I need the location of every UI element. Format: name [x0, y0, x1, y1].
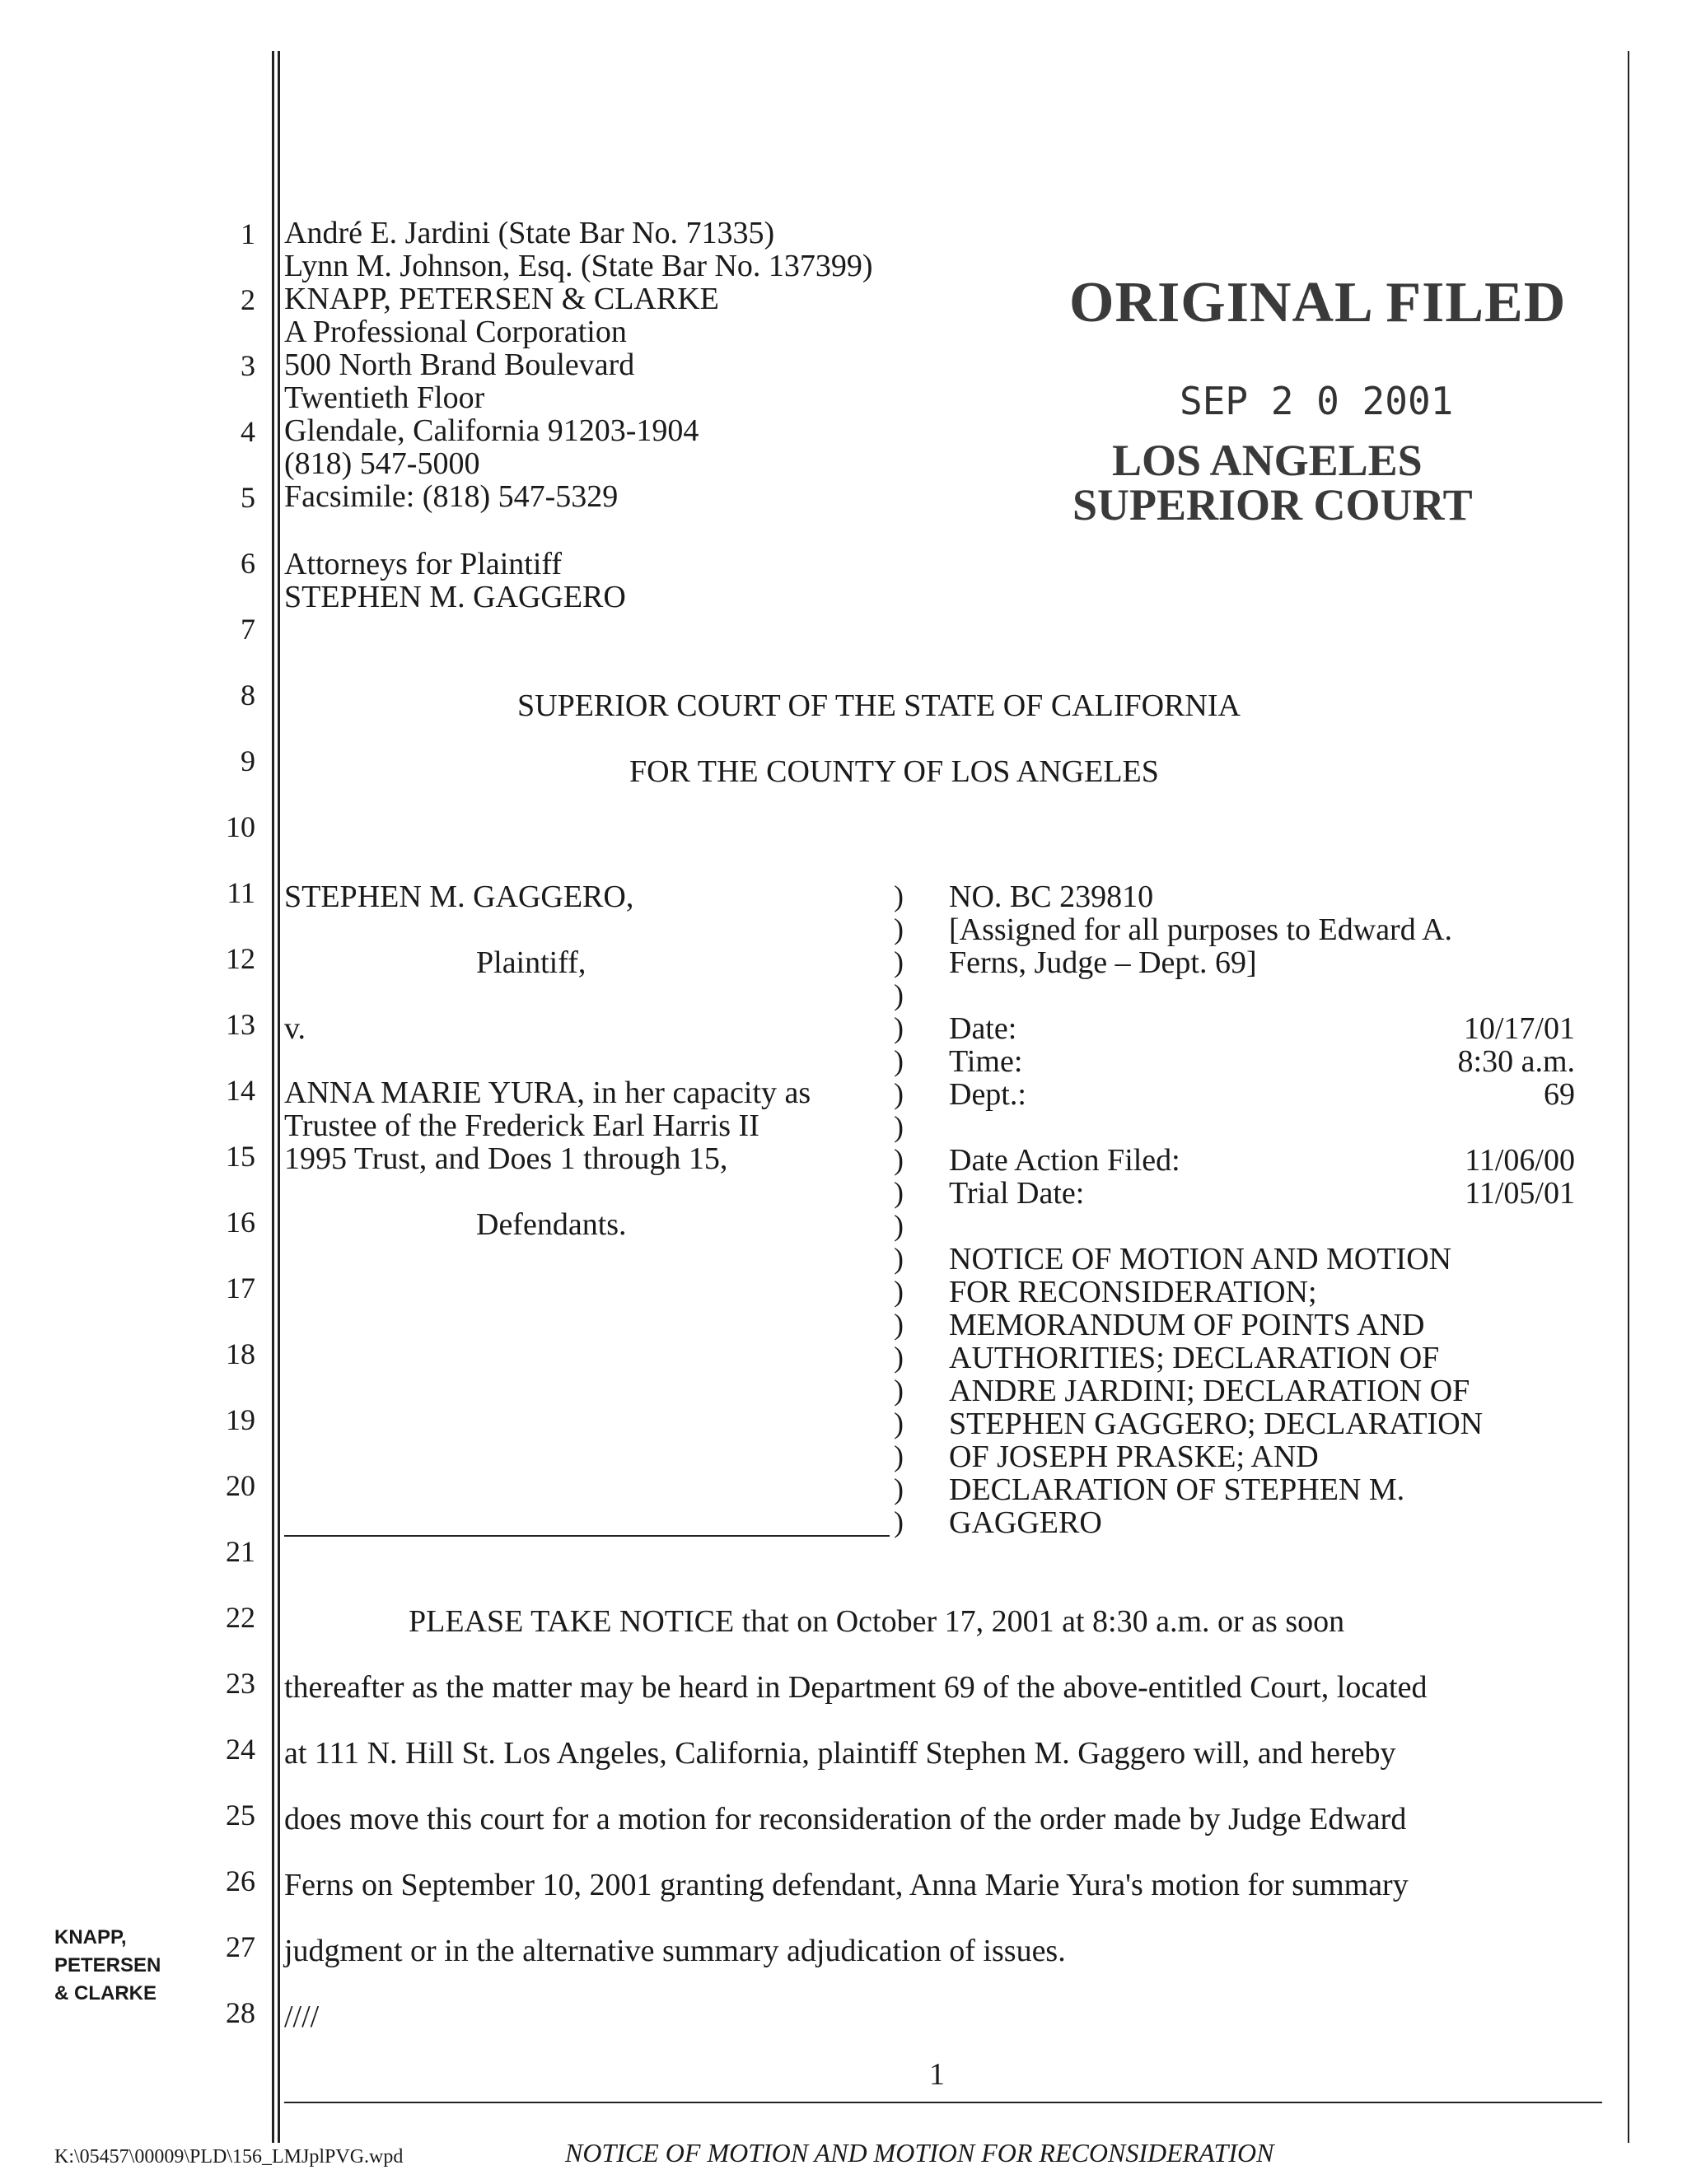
court-name-line1: SUPERIOR COURT OF THE STATE OF CALIFORNIA — [517, 688, 1241, 723]
firm-sidebar-line: PETERSEN — [54, 1954, 161, 1976]
line-number: 14 — [226, 1074, 255, 1107]
header-line: Lynn M. Johnson, Esq. (State Bar No. 137399) — [284, 249, 873, 283]
paren-mark: ) — [894, 880, 904, 912]
line-number: 5 — [241, 481, 255, 514]
hearing-date-value: 10/17/01 — [1463, 1011, 1575, 1046]
line-number: 4 — [241, 415, 255, 448]
paren-mark: ) — [894, 1472, 904, 1505]
versus: v. — [284, 1011, 306, 1046]
firm-sidebar-line: KNAPP, — [54, 1926, 127, 1948]
stamp-court-line1: LOS ANGELES — [1112, 436, 1423, 485]
footer-doc-title: NOTICE OF MOTION AND MOTION FOR RECONSIDERATION — [565, 2138, 1274, 2168]
line-number: 11 — [227, 876, 255, 909]
body-line: Ferns on September 10, 2001 granting defendant, Anna Marie Yura's motion for summary — [284, 1868, 1409, 1902]
paren-mark: ) — [894, 1044, 904, 1077]
body-line: thereafter as the matter may be heard in Department 69 of the above-entitled Court, located — [284, 1670, 1428, 1705]
stamp-court-line2: SUPERIOR COURT — [1072, 480, 1473, 530]
line-number: 6 — [241, 547, 255, 580]
attorneys-for-line: Attorneys for Plaintiff — [284, 547, 563, 581]
body-line: at 111 N. Hill St. Los Angeles, California, plaintiff Stephen M. Gaggero will, and hereby — [284, 1736, 1396, 1771]
line-number: 23 — [226, 1667, 255, 1700]
case-number: NO. BC 239810 — [949, 880, 1154, 914]
line-number: 7 — [241, 613, 255, 646]
paren-mark: ) — [894, 1308, 904, 1341]
header-line: KNAPP, PETERSEN & CLARKE — [284, 282, 719, 316]
caption-rule — [284, 1535, 890, 1537]
body-line: PLEASE TAKE NOTICE that on October 17, 2001 at 8:30 a.m. or as soon — [409, 1604, 1345, 1639]
header-line: A Professional Corporation — [284, 315, 627, 349]
line-number: 28 — [226, 1996, 255, 2029]
defendant-line: 1995 Trust, and Does 1 through 15, — [284, 1141, 728, 1176]
defendant-line: Trustee of the Frederick Earl Harris II — [284, 1108, 759, 1143]
document-title-line: NOTICE OF MOTION AND MOTION — [949, 1242, 1452, 1276]
paren-mark: ) — [894, 912, 904, 945]
hearing-time-value: 8:30 a.m. — [1457, 1044, 1575, 1079]
body-line: does move this court for a motion for reconsideration of the order made by Judge Edward — [284, 1802, 1407, 1836]
paren-mark: ) — [894, 1407, 904, 1440]
line-number: 15 — [226, 1140, 255, 1173]
document-title-line: STEPHEN GAGGERO; DECLARATION — [949, 1407, 1484, 1441]
trial-date-label: Trial Date: — [949, 1176, 1085, 1211]
line-number: 20 — [226, 1469, 255, 1502]
paren-mark: ) — [894, 1143, 904, 1176]
paren-mark: ) — [894, 1440, 904, 1472]
footer-rule — [284, 2102, 1602, 2103]
court-name-line2: FOR THE COUNTY OF LOS ANGELES — [629, 754, 1159, 789]
document-title-line: DECLARATION OF STEPHEN M. — [949, 1472, 1405, 1507]
paren-mark: ) — [894, 1374, 904, 1407]
hearing-dept-value: 69 — [1544, 1077, 1575, 1112]
right-margin-rule — [1628, 51, 1629, 2143]
paren-mark: ) — [894, 1505, 904, 1538]
line-number: 18 — [226, 1337, 255, 1370]
assignment-line: [Assigned for all purposes to Edward A. — [949, 912, 1453, 947]
header-line: Twentieth Floor — [284, 380, 485, 415]
date-filed-value: 11/06/00 — [1465, 1143, 1575, 1178]
paren-mark: ) — [894, 945, 904, 978]
attorneys-for-client: STEPHEN M. GAGGERO — [284, 580, 626, 614]
line-number: 17 — [226, 1272, 255, 1304]
body-line: //// — [284, 2000, 320, 2034]
defendants-label: Defendants. — [476, 1207, 627, 1242]
stamp-title: ORIGINAL FILED — [1069, 271, 1567, 334]
header-line: Facsimile: (818) 547-5329 — [284, 479, 619, 514]
hearing-dept-label: Dept.: — [949, 1077, 1026, 1112]
document-title-line: GAGGERO — [949, 1505, 1102, 1540]
line-number: 27 — [226, 1930, 255, 1963]
line-number: 21 — [226, 1535, 255, 1568]
footer-file-path: K:\05457\00009\PLD\156_LMJplPVG.wpd — [54, 2146, 404, 2168]
document-title-line: ANDRE JARDINI; DECLARATION OF — [949, 1374, 1470, 1408]
header-line: 500 North Brand Boulevard — [284, 348, 635, 382]
line-number: 25 — [226, 1799, 255, 1832]
paren-mark: ) — [894, 1341, 904, 1374]
line-number: 13 — [226, 1008, 255, 1041]
trial-date-value: 11/05/01 — [1465, 1176, 1575, 1211]
firm-sidebar-line: & CLARKE — [54, 1982, 157, 2004]
line-number: 22 — [226, 1601, 255, 1634]
document-title-line: AUTHORITIES; DECLARATION OF — [949, 1341, 1440, 1375]
document-title-line: OF JOSEPH PRASKE; AND — [949, 1440, 1319, 1474]
hearing-time-label: Time: — [949, 1044, 1023, 1079]
line-number: 1 — [241, 217, 255, 250]
stamp-date: SEP 2 0 2001 — [1180, 379, 1454, 423]
line-number: 8 — [241, 679, 255, 712]
date-filed-label: Date Action Filed: — [949, 1143, 1180, 1178]
header-line: (818) 547-5000 — [284, 446, 480, 481]
defendant-line: ANNA MARIE YURA, in her capacity as — [284, 1076, 811, 1110]
header-line: Glendale, California 91203-1904 — [284, 413, 699, 448]
paren-mark: ) — [894, 1176, 904, 1209]
line-number: 26 — [226, 1864, 255, 1897]
line-number: 19 — [226, 1403, 255, 1436]
paren-mark: ) — [894, 1209, 904, 1242]
paren-mark: ) — [894, 1275, 904, 1308]
line-number: 3 — [241, 349, 255, 382]
paren-mark: ) — [894, 1011, 904, 1044]
assignment-line: Ferns, Judge – Dept. 69] — [949, 945, 1257, 980]
line-number: 24 — [226, 1733, 255, 1766]
plaintiff-label: Plaintiff, — [476, 945, 586, 980]
line-number: 10 — [226, 810, 255, 843]
document-title-line: MEMORANDUM OF POINTS AND — [949, 1308, 1425, 1342]
line-number: 2 — [241, 283, 255, 316]
paren-mark: ) — [894, 1110, 904, 1143]
hearing-date-label: Date: — [949, 1011, 1017, 1046]
plaintiff-name: STEPHEN M. GAGGERO, — [284, 880, 634, 914]
page-number: 1 — [929, 2057, 945, 2092]
paren-mark: ) — [894, 1077, 904, 1110]
line-number: 9 — [241, 744, 255, 777]
left-margin-rule — [272, 51, 274, 2143]
paren-mark: ) — [894, 1242, 904, 1275]
body-line: judgment or in the alternative summary adjudication of issues. — [284, 1934, 1066, 1968]
header-line: André E. Jardini (State Bar No. 71335) — [284, 216, 775, 250]
document-title-line: FOR RECONSIDERATION; — [949, 1275, 1317, 1309]
paren-mark: ) — [894, 978, 904, 1011]
line-number: 16 — [226, 1206, 255, 1239]
left-margin-rule-inner — [278, 51, 280, 2143]
line-number: 12 — [226, 942, 255, 975]
